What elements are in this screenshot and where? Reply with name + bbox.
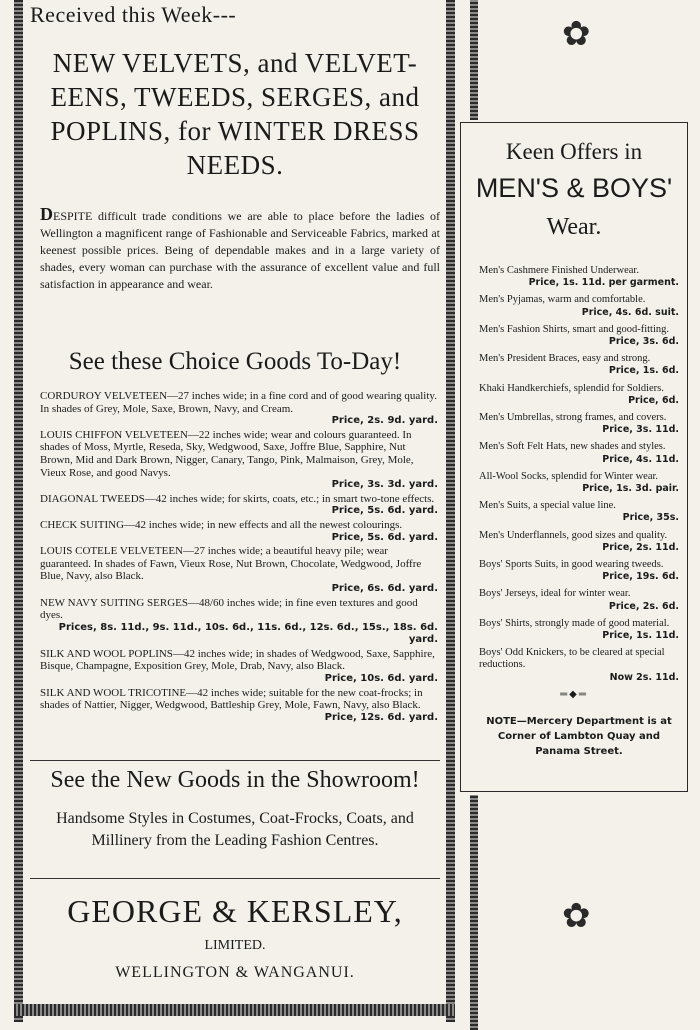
fabric-item — [40, 493, 440, 518]
fabric-description: —42 inches wide; in shades of Wedgwood, Saxe, Sapphire, Bisque, Champagne, Exposition Grey, Mole, Drab, Navy, also Black. — [40, 647, 435, 673]
fabric-price: Prices, 8s. 11d., 9s. 11d., 10s. 6d., 11s. 6d., 12s. 6d., 15s., 18s. 6d. yard. — [58, 621, 438, 646]
offer-item — [479, 500, 679, 524]
offer-description: Men's Fashion Shirts, smart and good-fitting. — [479, 323, 670, 335]
offer-item — [479, 412, 679, 436]
showroom-section — [30, 760, 440, 852]
fabric-name: SILK AND WOOL TRICOTINE — [40, 686, 187, 699]
fabric-price: Price, 3s. 3d. yard. — [331, 479, 438, 491]
received-heading: Received this Week--- — [30, 2, 237, 27]
offer-price: Price, 6d. — [628, 394, 679, 406]
offer-price: Price, 4s. 6d. suit. — [581, 306, 679, 318]
offers-list — [479, 265, 679, 684]
offer-description: Men's Soft Felt Hats, new shades and styles. — [479, 441, 666, 453]
bottom-border-ornament — [14, 1004, 455, 1016]
side-title-wear: Wear. — [546, 214, 602, 240]
fabric-item — [40, 390, 440, 428]
offer-description: All-Wool Socks, splendid for Winter wear. — [479, 470, 659, 482]
fabric-name: LOUIS CHIFFON VELVETEEN — [40, 428, 188, 441]
fabric-item — [40, 687, 440, 725]
fabric-item — [40, 519, 440, 544]
offer-price: Price, 3s. 6d. — [608, 336, 679, 348]
side-top-border-ornament — [470, 0, 478, 120]
divider — [30, 878, 440, 879]
fabric-description: —27 inches wide; in a fine cord and of good wearing quality. In shades of Grey, Mole, Saxe, Brown, Navy, and Cream. — [40, 390, 437, 415]
offer-item — [479, 647, 679, 684]
fabric-name: LOUIS COTELE VELVETEEN — [40, 545, 183, 558]
fabric-description: —42 inches wide; suitable for the new coat-frocks; in shades of Nattier, Nigger, Wedgwood, Battleship Grey, Mole, Fawn, Navy, also Black. — [40, 686, 423, 712]
offer-description: Boys' Odd Knickers, to be cleared at special reductions. — [479, 647, 665, 671]
firm-locations: WELLINGTON & WANGANUI. — [115, 964, 355, 981]
side-title-mens-boys: MEN'S & BOYS' — [475, 173, 673, 203]
fabric-description: —27 inches wide; a beautiful heavy pile; wear guaranteed. In shades of Fawn, Vieux Rose, Nut Brown, Chocolate, Wedgwood, Joffre Blue, Navy, also Black. — [40, 545, 422, 583]
offer-item — [479, 324, 679, 348]
offer-item — [479, 559, 679, 583]
side-bottom-border-ornament — [470, 795, 478, 1030]
offer-price: Price, 4s. 11d. — [602, 453, 679, 465]
fabric-item — [40, 597, 440, 647]
left-border-ornament — [14, 0, 23, 1022]
offer-item — [479, 294, 679, 318]
offer-price: Price, 1s. 11d. per garment. — [528, 277, 679, 289]
intro-text: ESPITE difficult trade conditions we are able to place before the ladies of Wellington a magnificent range of Fashionable and Serviceable Fabrics, marked at keenest possible prices. Being of dependable makes and in a large variety of shades, every woman can purchase with the assurance of excellent value and full satisfaction in appearance and wear. — [40, 209, 440, 291]
offer-item — [479, 588, 679, 612]
fabric-description: —48/60 inches wide; in fine even textures and good dyes. — [40, 596, 418, 622]
offer-price: Price, 1s. 6d. — [608, 365, 679, 377]
offer-price: Price, 2s. 11d. — [602, 541, 679, 553]
offer-price: Price, 19s. 6d. — [602, 571, 679, 583]
offer-description: Men's Suits, a special value line. — [479, 500, 616, 512]
offer-price: Price, 35s. — [622, 512, 679, 524]
offer-description: Men's Underflannels, good sizes and quality. — [479, 529, 668, 541]
offer-description: Men's Cashmere Finished Underwear. — [479, 265, 639, 276]
offer-item — [479, 618, 679, 642]
fabric-name: DIAGONAL TWEEDS — [40, 492, 145, 505]
fabric-name: NEW NAVY SUITING SERGES — [40, 596, 188, 609]
intro-paragraph — [40, 206, 440, 324]
fabric-name: CORDUROY VELVETEEN — [40, 390, 168, 402]
headline: NEW VELVETS, and VELVET-EENS, TWEEDS, SERGES, and POPLINS, for WINTER DRESS NEEDS. — [50, 48, 420, 180]
offer-price: Price, 1s. 11d. — [602, 630, 679, 642]
side-title-keen-offers: Keen Offers in — [505, 139, 643, 164]
offer-item — [479, 471, 679, 495]
offer-price: Price, 3s. 11d. — [602, 424, 679, 436]
fabric-item — [40, 545, 440, 595]
flower-ornament-icon: ✿ — [562, 898, 591, 935]
offer-price: Now 2s. 11d. — [609, 671, 679, 683]
divider — [30, 760, 440, 761]
fabric-description: —42 inches wide; in new effects and all the newest colourings. — [124, 518, 403, 531]
offer-item — [479, 530, 679, 554]
fabric-price: Price, 6s. 6d. yard. — [331, 582, 438, 594]
offer-description: Boys' Jerseys, ideal for winter wear. — [479, 588, 631, 600]
fabric-item — [40, 429, 440, 492]
offer-description: Boys' Sports Suits, in good wearing tweeds. — [479, 559, 664, 571]
showroom-title: See the New Goods in the Showroom! — [50, 767, 420, 793]
see-choice-heading: See these Choice Goods To-Day! — [68, 348, 402, 375]
mercery-note: NOTE—Mercery Department is at Corner of Lambton Quay and Panama Street. — [486, 715, 672, 757]
fabric-price: Price, 10s. 6d. yard. — [324, 673, 438, 685]
mens-boys-offers-box — [460, 122, 688, 792]
fabric-description: —42 inches wide; for skirts, coats, etc.; in smart two-tone effects. — [144, 492, 435, 505]
intro-dropcap: D — [40, 204, 53, 224]
offer-description: Men's Pyjamas, warm and comfortable. — [479, 294, 646, 306]
firm-name: GEORGE & KERSLEY, — [67, 893, 403, 929]
fabric-price: Price, 5s. 6d. yard. — [331, 531, 438, 543]
showroom-subtitle: Handsome Styles in Costumes, Coat-Frocks, Coats, and Millinery from the Leading Fashion Centres. — [56, 810, 414, 849]
main-advert — [30, 0, 440, 725]
divider-ornament-icon: ═◆═ — [560, 688, 588, 700]
firm-limited: LIMITED. — [204, 938, 266, 953]
fabric-description: —22 inches wide; wear and colours guaranteed. In shades of Moss, Myrtle, Reseda, Sky, Wedgwood, Saxe, Joffre Blue, Sapphire, Nut Brown, Mid and Dark Brown, Nigger, Canary, Tango, Pink, Malmaison, Grey, Mole, Vieux Rose, and good Navys. — [40, 428, 414, 479]
offer-price: Price, 2s. 6d. — [608, 600, 679, 612]
offer-description: Men's Umbrellas, strong frames, and covers. — [479, 412, 667, 424]
offer-item — [479, 383, 679, 407]
offer-description: Boys' Shirts, strongly made of good material. — [479, 617, 670, 629]
right-border-ornament — [446, 0, 455, 1022]
fabric-price: Price, 5s. 6d. yard. — [331, 505, 438, 517]
offer-description: Men's President Braces, easy and strong. — [479, 353, 651, 365]
offer-item — [479, 353, 679, 377]
fabric-price: Price, 12s. 6d. yard. — [324, 711, 438, 723]
fabric-item — [40, 648, 440, 686]
offer-description: Khaki Handkerchiefs, splendid for Soldiers. — [479, 382, 664, 394]
offer-item — [479, 441, 679, 465]
fabric-list — [40, 390, 440, 724]
firm-block — [30, 878, 440, 982]
offer-item — [479, 265, 679, 289]
offer-price: Price, 1s. 3d. pair. — [582, 483, 679, 495]
fabric-price: Price, 2s. 9d. yard. — [331, 415, 438, 427]
flower-ornament-icon: ✿ — [562, 16, 591, 53]
fabric-name: SILK AND WOOL POPLINS — [40, 647, 173, 660]
fabric-name: CHECK SUITING — [40, 518, 125, 531]
